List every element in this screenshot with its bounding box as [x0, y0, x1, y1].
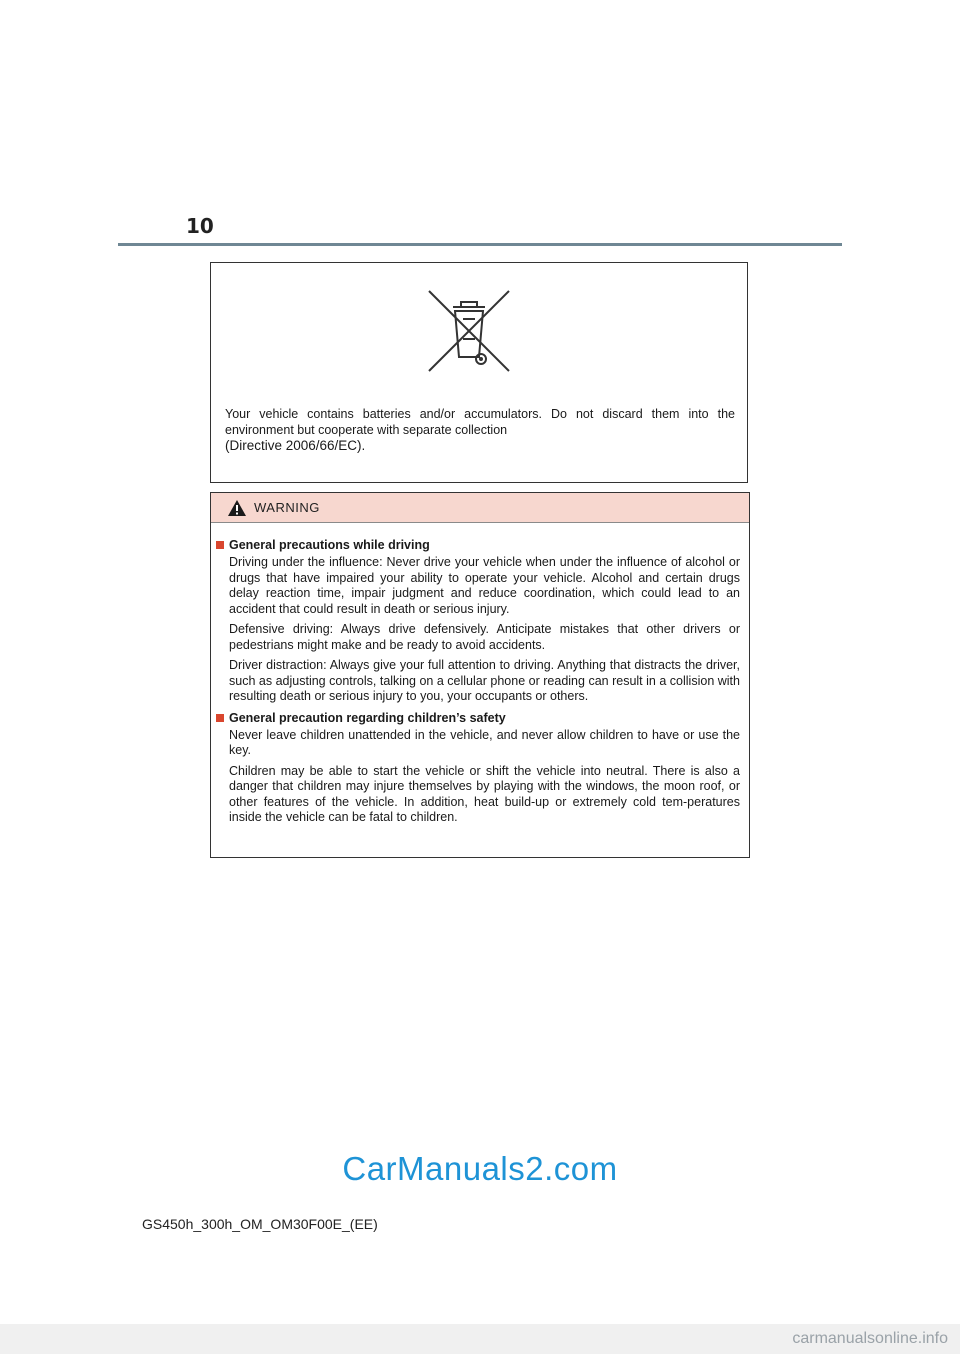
warning-title: WARNING: [254, 500, 320, 515]
warning-triangle-icon: [227, 499, 247, 517]
recycling-message: Your vehicle contains batteries and/or accumulators. Do not discard them into the environment but cooperate with separate collection: [225, 407, 735, 437]
bullet-square-icon: [216, 714, 224, 722]
section-heading: [216, 537, 751, 553]
site-watermark: [0, 1324, 960, 1354]
section-heading: [216, 710, 751, 726]
brand-watermark-text: CarManuals2.com: [334, 1150, 625, 1187]
section-heading-text: General precautions while driving: [229, 538, 430, 552]
page-number: 10: [186, 214, 214, 238]
warning-box: [210, 492, 750, 858]
recycling-text: [225, 406, 735, 454]
crossed-out-wheelie-bin-icon: [427, 289, 511, 373]
header-rule: [118, 243, 842, 246]
brand-watermark: [0, 1150, 960, 1198]
section-heading-text: General precaution regarding children’s safety: [229, 710, 506, 725]
paragraph: Driver distraction: Always give your full attention to driving. Anything that distracts the driver, such as adjusting controls, talking on a cellular phone or reading can result in a collision with resulting death or serious injury to you, your occupants or others.: [229, 658, 740, 703]
paragraph: Never leave children unattended in the vehicle, and never allow children to have or use the key.: [229, 727, 740, 757]
warning-header: [211, 493, 749, 523]
paragraph: Defensive driving: Always drive defensively. Anticipate mistakes that other drivers or pedestrians might make and be ready to avoid accidents.: [229, 622, 740, 652]
recycling-directive: (Directive 2006/66/EC).: [225, 438, 366, 453]
warning-body: [211, 537, 751, 831]
bullet-square-icon: [216, 541, 224, 549]
site-watermark-text: carmanualsonline.info: [792, 1330, 948, 1347]
paragraph: Children may be able to start the vehicle or shift the vehicle into neutral. There is also a danger that children may injure themselves by playing with the windows, the moon roof, or other features of the vehicle. In addition, heat build-up or extremely cold tem-peratures inside the vehicle can be fatal to children.: [229, 763, 740, 824]
paragraph: Driving under the influence: Never drive your vehicle when under the influence of alcohol or drugs that have impaired your ability to operate your vehicle. Alcohol and certain drugs delay reaction time, impair judgment and reduce coordination, which could lead to an accident that could result in death or serious injury.: [229, 555, 740, 616]
recycling-notice-box: [210, 262, 748, 483]
footer-code: GS450h_300h_OM_OM30F00E_(EE): [142, 1216, 378, 1232]
